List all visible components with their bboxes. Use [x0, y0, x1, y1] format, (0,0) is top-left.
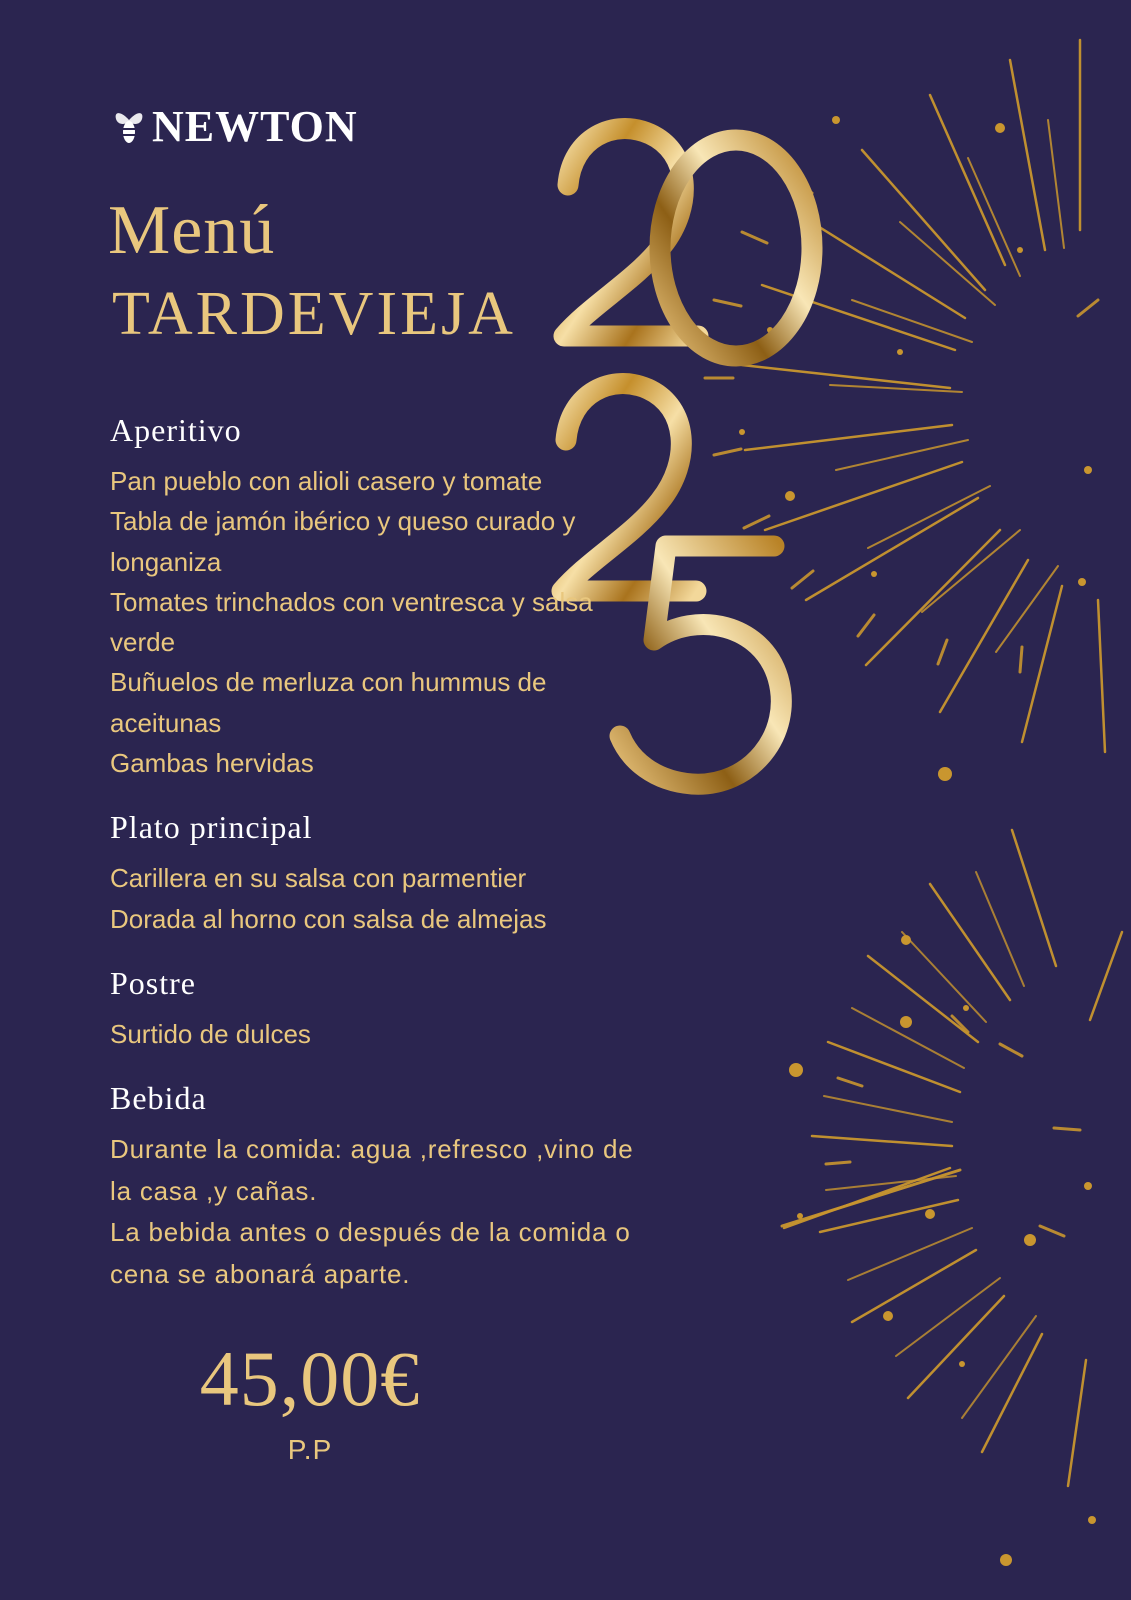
section-bebida: [110, 1080, 650, 1295]
price-amount: 45,00€: [199, 1335, 421, 1422]
page-subtitle: TARDEVIEJA: [112, 280, 516, 348]
list-item: Tomates trinchados con ventresca y salsa verde: [110, 586, 593, 658]
section-item-list: [110, 858, 650, 939]
list-item: Buñuelos de merluza con hummus de aceitunas: [110, 667, 547, 738]
list-item: Carillera en su salsa con parmentier: [110, 863, 527, 894]
list-item: Pan pueblo con alioli casero y tomate: [110, 466, 543, 496]
section-heading: Postre: [110, 964, 196, 1001]
section-heading: Aperitivo: [110, 412, 242, 448]
section-postre: [110, 965, 650, 1054]
section-heading: Bebida: [110, 1080, 207, 1117]
brand-name: NEWTON: [152, 102, 358, 151]
section-item-list: [110, 1129, 650, 1295]
price-note: P.P: [287, 1434, 333, 1465]
section-heading: Plato principal: [110, 809, 313, 846]
bee-icon: [112, 106, 146, 148]
page-title: Menú: [108, 192, 276, 269]
section-item-list: [110, 1014, 650, 1054]
brand-logo: [112, 102, 358, 151]
list-item: Dorada al horno con salsa de almejas: [110, 903, 547, 934]
list-item: Surtido de dulces: [110, 1018, 311, 1049]
menu-content: [110, 412, 650, 1322]
list-item: La bebida antes o después de la comida o cena se abonará aparte.: [110, 1217, 631, 1290]
price-block: [110, 1335, 510, 1466]
list-item: Durante la comida: agua ,refresco ,vino de la casa ,y cañas.: [110, 1134, 634, 1206]
list-item: Tabla de jamón ibérico y queso curado y longaniza: [110, 506, 576, 577]
section-aperitivo: [110, 412, 650, 783]
section-item-list: [110, 461, 650, 783]
list-item: Gambas hervidas: [110, 748, 314, 779]
section-plato-principal: [110, 809, 650, 939]
